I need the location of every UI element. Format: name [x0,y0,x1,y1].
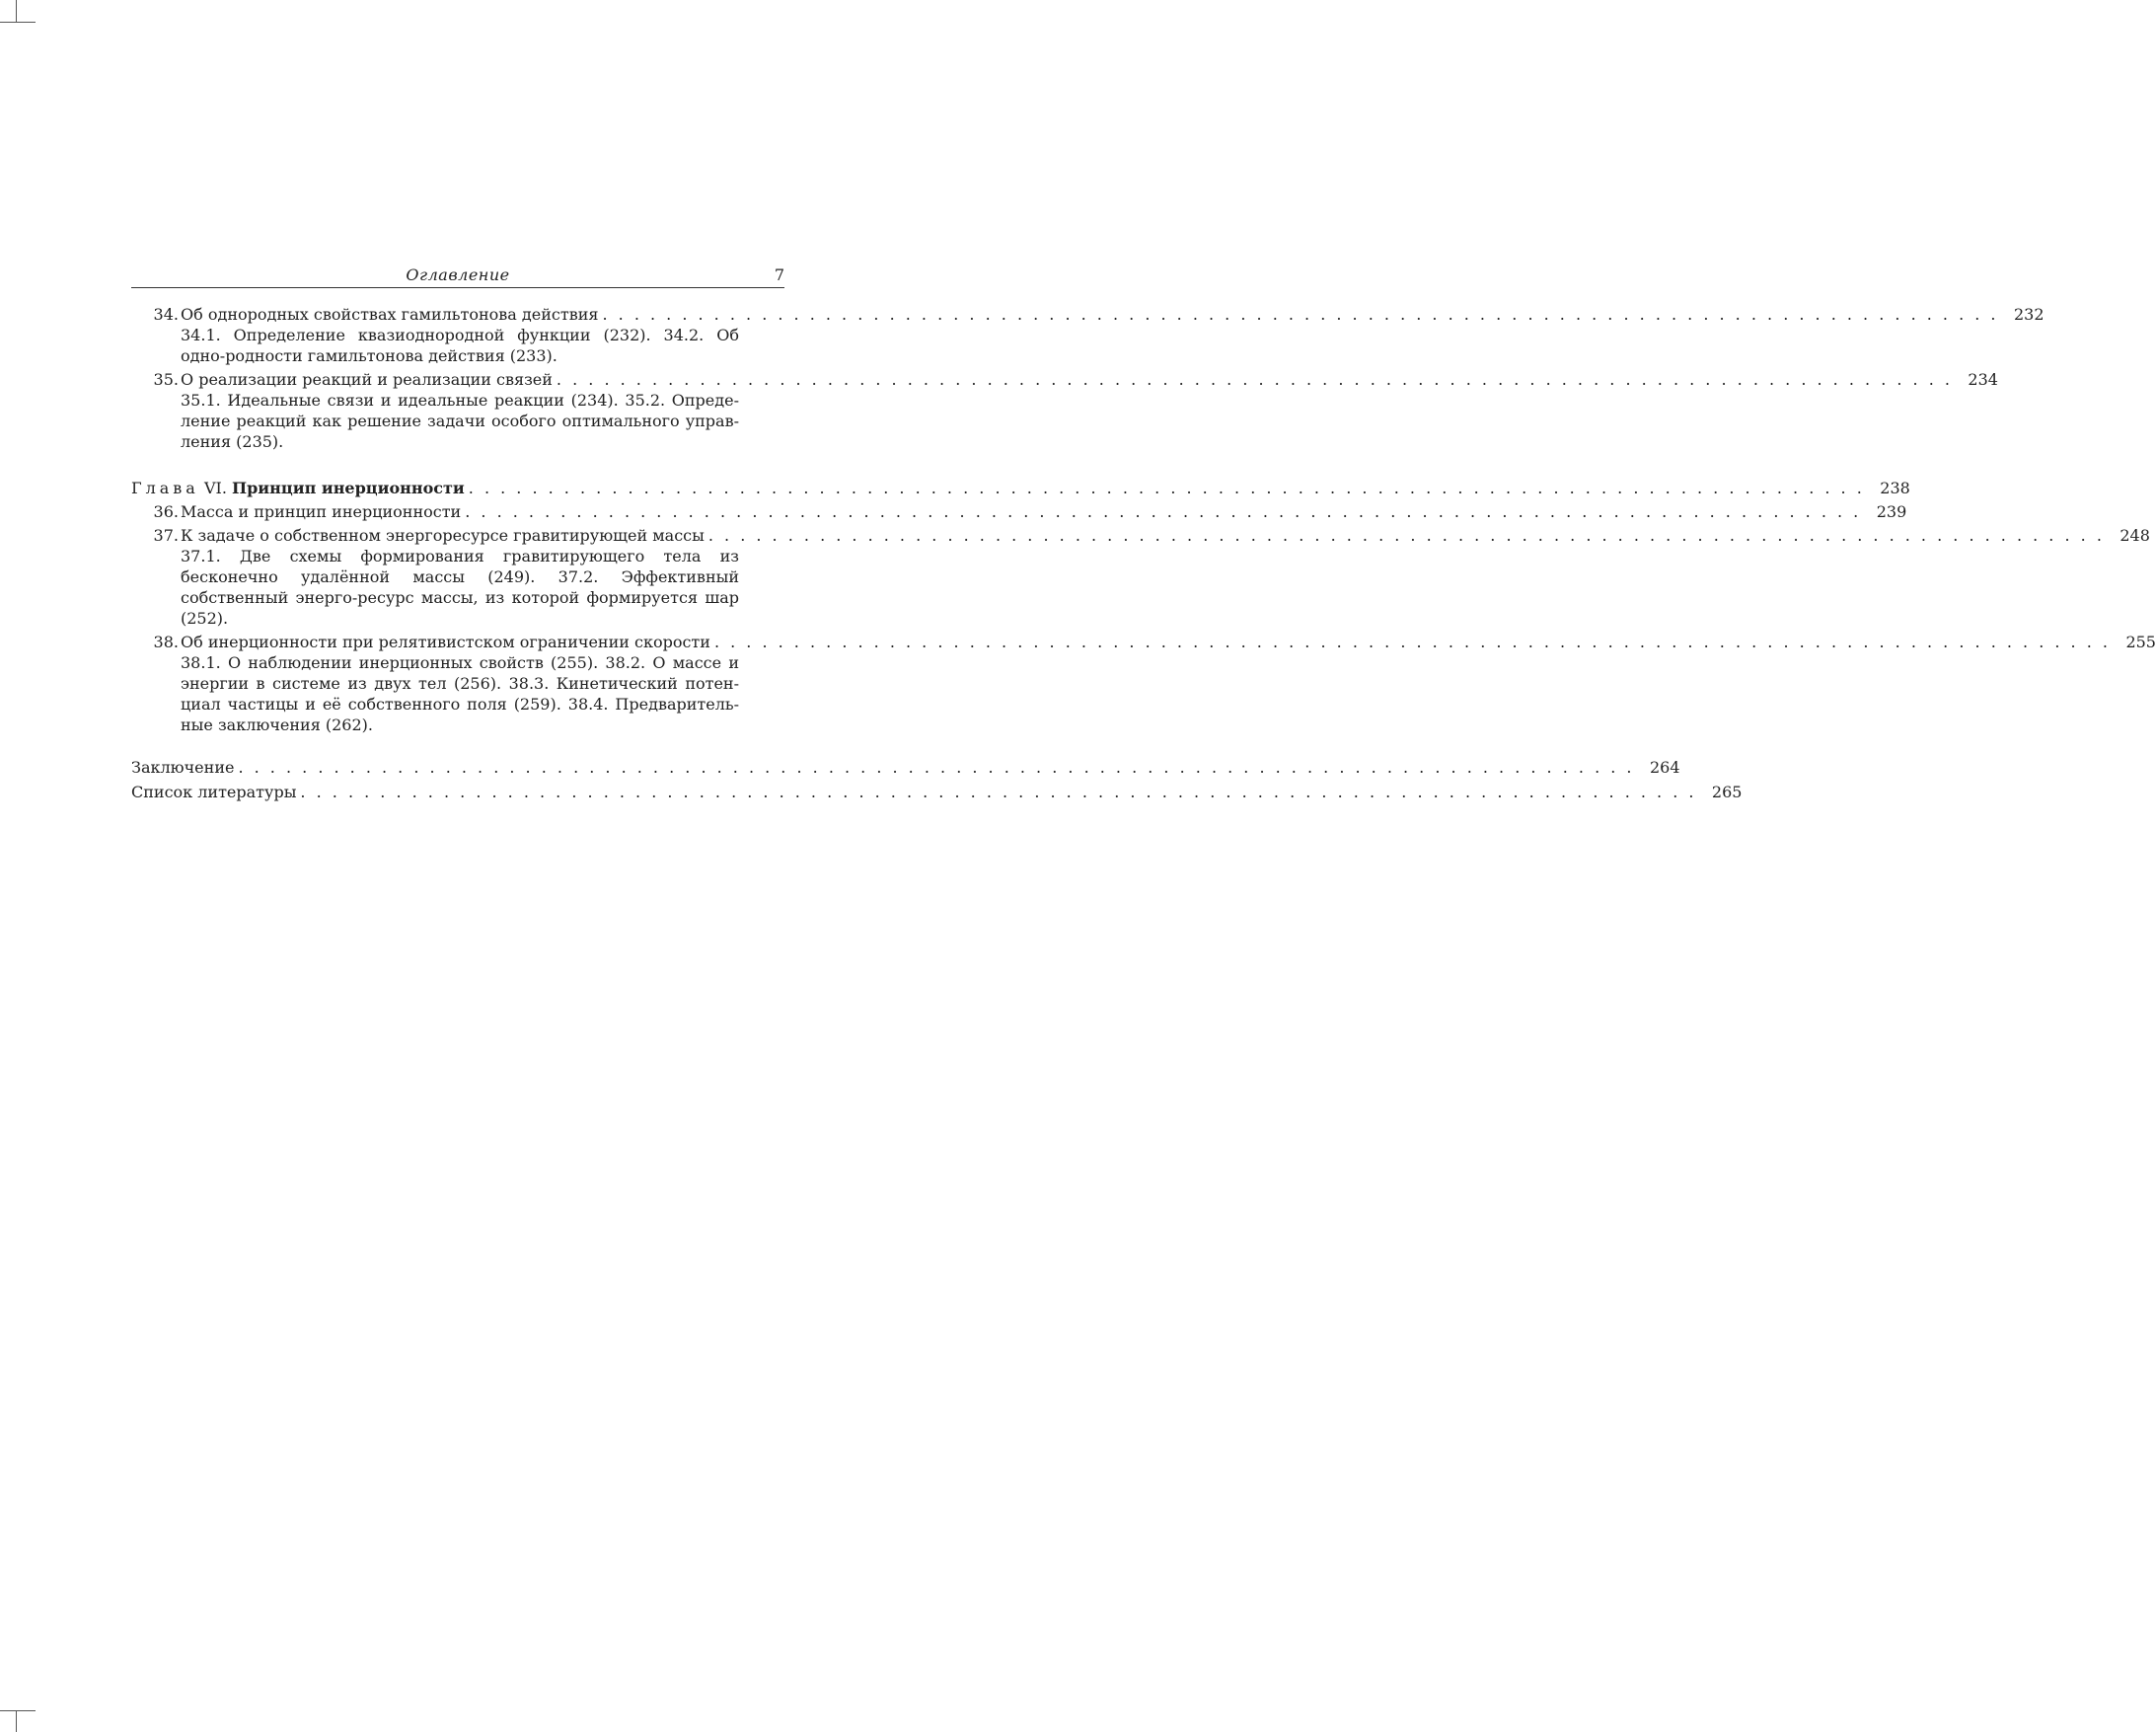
crop-mark-top [16,0,17,22]
toc-conclusion[interactable] [131,757,1680,778]
dot-leader: . . . . . . . . . . . . . . . . . . . . . . . . . . . . . . . . . . . . . . . . . . . . . . . . . . . . . . . . . . . . . . . . . . . . . . . . . . . . . . . . . . . . . . . . [713,633,2111,651]
subsections: 38.1. О наблюдении инерционных свойств (255). 38.2. О массе и энергии в системе из двух тел (256). 38.3. Кинетический потен-циал частицы и её собственного поля (259). 38.4. Предваритель-ные заключения (262). [181,653,739,734]
chapter-number: VI. [203,479,227,497]
page-number: 234 [1968,370,1998,389]
dot-leader: . . . . . . . . . . . . . . . . . . . . . . . . . . . . . . . . . . . . . . . . . . . . . . . . . . . . . . . . . . . . . . . . . . . . . . . . . . . . . . . . . . . . . . . . [300,783,1697,801]
dot-leader: . . . . . . . . . . . . . . . . . . . . . . . . . . . . . . . . . . . . . . . . . . . . . . . . . . . . . . . . . . . . . . . . . . . . . . . . . . . . . . . . . . . . . . . . [556,370,1953,389]
toc-chapter-6[interactable] [131,478,1910,498]
backmatter [131,757,1743,802]
page-number: 265 [1711,783,1743,801]
toc-entry-35[interactable] [131,369,1998,452]
running-page-number: 7 [774,265,784,284]
section-number: 37. [153,526,179,545]
section-number: 38. [153,633,179,651]
page-number: 238 [1880,479,1910,497]
dot-leader: . . . . . . . . . . . . . . . . . . . . . . . . . . . . . . . . . . . . . . . . . . . . . . . . . . . . . . . . . . . . . . . . . . . . . . . . . . . . . . . . . . . . . . . . [707,526,2105,545]
page-number: 232 [2013,305,2044,324]
page-number: 255 [2125,633,2156,651]
section-title: Масса и принцип инерционности [181,502,462,521]
toc-entry-34[interactable] [131,304,2044,366]
section-number: 36. [153,502,179,521]
chapter-title: Принцип инерционности [232,479,465,497]
dot-leader: . . . . . . . . . . . . . . . . . . . . . . . . . . . . . . . . . . . . . . . . . . . . . . . . . . . . . . . . . . . . . . . . . . . . . . . . . . . . . . . . . . . . . . . . [468,479,1865,497]
crop-mark-bottom-h [0,1710,36,1711]
subsections: 35.1. Идеальные связи и идеальные реакции (234). 35.2. Опреде-ление реакций как решение задачи особого оптимального управ-ления (235). [181,391,739,451]
section-number: 34. [153,305,179,324]
page [131,264,2156,806]
section-title: К задаче о собственном энергоресурсе гравитирующей массы [181,526,705,545]
entry-title: Список литературы [131,783,297,801]
entry-title: Заключение [131,758,235,777]
running-title: Оглавление [406,265,510,284]
dot-leader: . . . . . . . . . . . . . . . . . . . . . . . . . . . . . . . . . . . . . . . . . . . . . . . . . . . . . . . . . . . . . . . . . . . . . . . . . . . . . . . . . . . . . . . . [465,502,1862,521]
dot-leader: . . . . . . . . . . . . . . . . . . . . . . . . . . . . . . . . . . . . . . . . . . . . . . . . . . . . . . . . . . . . . . . . . . . . . . . . . . . . . . . . . . . . . . . . [602,305,1999,324]
toc-entry-37[interactable] [131,525,2150,629]
crop-mark-bottom [16,1710,17,1732]
subsections: 37.1. Две схемы формирования гравитирующего тела из бесконечно удалённой массы (249). 37.2. Эффективный собственный энерго-ресурс массы, из которой формируется шар (252). [181,547,739,628]
toc-entry-38[interactable] [131,632,2156,735]
section-title: Об однородных свойствах гамильтонова действия [181,305,599,324]
toc-references[interactable] [131,782,1743,802]
page-number: 239 [1876,502,1907,521]
running-head [131,264,784,288]
section-title: О реализации реакций и реализации связей [181,370,553,389]
table-of-contents [131,304,2156,802]
page-number: 264 [1649,758,1680,777]
toc-entry-36[interactable] [131,501,1907,522]
subsections: 34.1. Определение квазиоднородной функции (232). 34.2. Об одно-родности гамильтонова действия (233). [181,326,739,365]
page-number: 248 [2119,526,2150,545]
section-number: 35. [153,370,179,389]
dot-leader: . . . . . . . . . . . . . . . . . . . . . . . . . . . . . . . . . . . . . . . . . . . . . . . . . . . . . . . . . . . . . . . . . . . . . . . . . . . . . . . . . . . . . . . . [238,758,1635,777]
chapter-word: Глава [131,479,199,497]
section-title: Об инерционности при релятивистском ограничении скорости [181,633,710,651]
crop-mark-top-h [0,22,36,23]
